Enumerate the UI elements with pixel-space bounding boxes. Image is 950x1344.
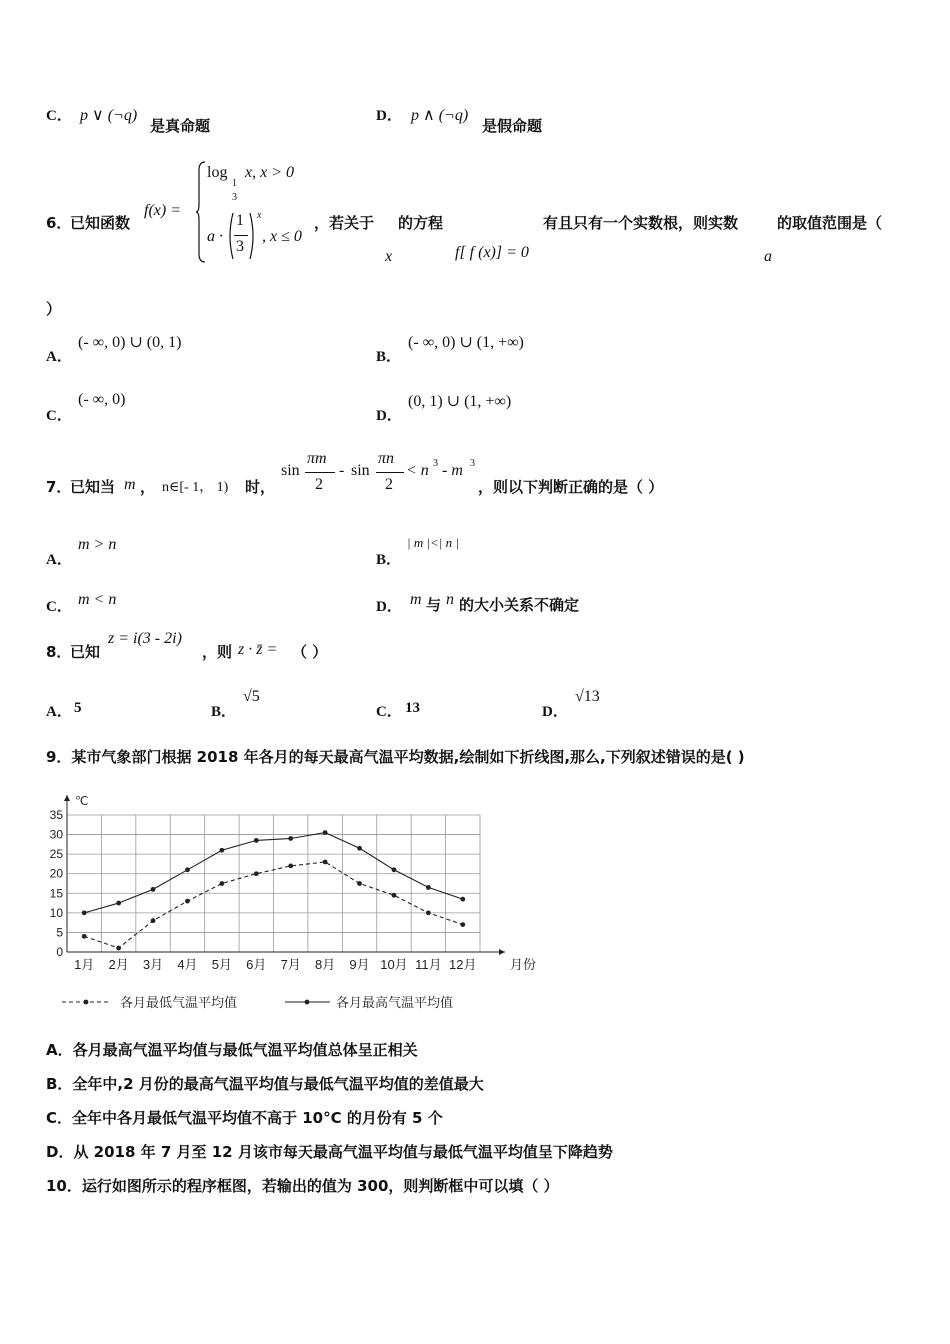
q7-option-d-mid: 与: [426, 596, 442, 614]
x-tick-label: 8月: [315, 957, 336, 972]
q8-option-c-value: 13: [405, 700, 420, 716]
q6-piece1-base: 1: [232, 178, 237, 189]
q6-option-b-math: (- ∞, 0) ∪ (1, +∞): [408, 334, 524, 351]
q6-t2: 的方程: [398, 214, 444, 232]
q7-comma: ，: [140, 478, 156, 496]
q8-option-b[interactable]: B．: [211, 704, 237, 720]
data-point: [219, 848, 224, 853]
q6-option-a-math: (- ∞, 0) ∪ (0, 1): [78, 334, 182, 351]
q6-close: ）: [46, 300, 62, 318]
q7-option-b-math: | m |<| n |: [407, 535, 459, 550]
q6-option-d-math: (0, 1) ∪ (1, +∞): [408, 393, 512, 410]
x-tick-label: 5月: [211, 957, 232, 972]
q6-frac-den: 3: [236, 238, 244, 255]
paren-right-icon: [249, 212, 257, 260]
q7-m: m: [124, 476, 136, 493]
y-tick-label: 20: [49, 866, 63, 881]
q5-option-d-text: 是假命题: [482, 117, 543, 135]
y-tick-label: 35: [49, 808, 63, 822]
q8-expr: z = i(3 - 2i): [108, 630, 182, 647]
fraction-bar: [376, 472, 404, 473]
y-tick-label: 0: [56, 945, 63, 959]
x-tick-label: 11月: [415, 957, 442, 972]
q6-t4: 的取值范围是（: [777, 214, 883, 232]
x-tick-label: 12月: [449, 957, 477, 972]
q7-frac2-den: 2: [385, 476, 393, 493]
q7-frac2-num: πn: [378, 450, 395, 467]
x-tick-label: 2月: [108, 957, 129, 972]
data-point: [288, 863, 293, 868]
q9-option-d[interactable]: D．从 2018 年 7 月至 12 月该市每天最高气温平均值与最低气温平均值呈下降趋势: [46, 1143, 613, 1161]
q8-number: 8．: [46, 643, 72, 661]
data-point: [254, 838, 259, 843]
data-point: [288, 836, 293, 841]
q7-option-d-n: n: [446, 591, 454, 608]
x-tick-label: 1月: [74, 957, 95, 972]
data-point: [151, 887, 156, 892]
option-label: C．: [46, 108, 72, 124]
y-tick-label: 10: [49, 905, 63, 920]
q7-option-b[interactable]: B．: [376, 552, 402, 568]
fraction-bar: [234, 235, 248, 236]
log: log: [207, 164, 228, 181]
q6-var-a: a: [764, 248, 772, 265]
q7-post: ，则以下判断正确的是（ ）: [478, 478, 664, 496]
data-point: [82, 934, 87, 939]
q6-t3: 有且只有一个实数根，则实数: [543, 214, 739, 232]
data-point: [392, 893, 397, 898]
q8-post1: ，则: [202, 643, 233, 661]
q7-option-c-math: m < n: [78, 591, 117, 608]
data-point: [460, 897, 465, 902]
line-chart: [40, 786, 540, 1026]
x-tick-label: 7月: [280, 957, 301, 972]
x-tick-label: 4月: [177, 957, 198, 972]
y-tick-label: 30: [49, 827, 63, 842]
q7-n-range: n∈[- 1， 1): [162, 480, 229, 495]
q6-option-a[interactable]: A．: [46, 349, 72, 365]
data-point: [185, 899, 190, 904]
q7-option-a-math: m > n: [78, 536, 117, 553]
data-point: [426, 910, 431, 915]
piecewise-brace-icon: [195, 160, 207, 264]
data-point: [357, 881, 362, 886]
legend-label-max: 各月最高气温平均值: [336, 995, 454, 1010]
q6-pre: 已知函数: [70, 214, 131, 232]
x-tick-label: 10月: [380, 957, 408, 972]
fraction-bar: [305, 472, 335, 473]
q6-fx: f(x) =: [144, 202, 181, 219]
q6-piece2-rest: , x ≤ 0: [262, 228, 302, 245]
data-point: [323, 830, 328, 835]
q7-pre: 已知当: [70, 478, 116, 496]
y-tick-label: 25: [49, 847, 63, 862]
q8-option-b-value: √5: [243, 688, 260, 705]
data-point: [151, 918, 156, 923]
q6-piece2-a: a ·: [207, 228, 223, 245]
data-point: [219, 881, 224, 886]
q8-pre: 已知: [70, 643, 101, 661]
q6-piece1-rest: x, x > 0: [245, 164, 294, 181]
q6-number: 6．: [46, 214, 72, 232]
q7-option-c[interactable]: C．: [46, 599, 72, 615]
x-axis-arrow-icon: [499, 949, 505, 955]
option-label: D．: [376, 108, 402, 124]
q7-option-d-post: 的大小关系不确定: [459, 596, 580, 614]
q6-piece1: [207, 164, 227, 182]
q8-post2: （ ）: [292, 643, 328, 661]
q6-t1: ，若关于: [314, 214, 375, 232]
q6-piece1-base-den: 3: [232, 192, 237, 203]
q7-frac1-num: πm: [307, 450, 327, 467]
q9-question: 9．某市气象部门根据 2018 年各月的每天最高气温平均数据,绘制如下折线图,那么,下列叙述错误的是( ): [46, 748, 745, 766]
legend-marker-max: [305, 1000, 310, 1005]
y-tick-label: 5: [56, 925, 63, 940]
q9-option-c[interactable]: C．全年中各月最低气温平均值不高于 10°C 的月份有 5 个: [46, 1109, 443, 1127]
q7-sin2: sin: [351, 462, 370, 479]
q7-exp2: 3: [470, 458, 475, 469]
data-point: [392, 867, 397, 872]
q6-option-c-math: (- ∞, 0): [78, 391, 126, 408]
x-axis-label: 月份: [510, 957, 537, 972]
data-point: [254, 871, 259, 876]
q7-rhs: < n: [406, 462, 429, 479]
q5-option-c[interactable]: [46, 104, 72, 125]
q7-frac1-den: 2: [315, 476, 323, 493]
data-point: [185, 867, 190, 872]
x-tick-label: 6月: [246, 957, 267, 972]
data-point: [357, 846, 362, 851]
legend-marker-min: [84, 1000, 89, 1005]
q7-minus: -: [339, 462, 345, 479]
data-point: [82, 910, 87, 915]
q8-option-a-value: 5: [74, 700, 82, 716]
data-point: [323, 860, 328, 865]
q6-exp: x: [257, 210, 262, 221]
q9-option-a[interactable]: A．各月最高气温平均值与最低气温平均值总体呈正相关: [46, 1041, 418, 1059]
q5-option-c-math: p ∨ (¬q): [80, 107, 138, 124]
q8-option-a[interactable]: A．: [46, 704, 72, 720]
q7-option-a[interactable]: A．: [46, 552, 72, 568]
q8-option-d-value: √13: [575, 688, 600, 705]
data-point: [460, 922, 465, 927]
y-tick-label: 15: [49, 886, 63, 901]
q8-option-d[interactable]: D．: [542, 704, 568, 720]
q6-equation: f[ f (x)] = 0: [455, 244, 529, 261]
data-point: [426, 885, 431, 890]
y-axis-arrow-icon: [64, 795, 70, 801]
q7-sin1: sin: [281, 462, 300, 479]
y-axis-label: ℃: [75, 794, 89, 808]
q7-number: 7．: [46, 478, 72, 496]
q7-exp1: 3: [433, 458, 438, 469]
q7-option-d[interactable]: D．: [376, 599, 402, 615]
q8-option-c[interactable]: C．: [376, 704, 402, 720]
paren-left-icon: [226, 212, 234, 260]
x-tick-label: 3月: [142, 957, 164, 972]
q6-option-d[interactable]: D．: [376, 408, 402, 424]
q10-question: 10．运行如图所示的程序框图，若输出的值为 300，则判断框中可以填（ ）: [46, 1177, 559, 1195]
q7-when: 时，: [245, 478, 276, 496]
q6-var-x: x: [385, 248, 393, 265]
q7-option-d-m: m: [410, 591, 422, 608]
q5-option-d-math: p ∧ (¬q): [411, 107, 469, 124]
x-tick-label: 9月: [349, 957, 370, 972]
q7-rhs2: - m: [442, 462, 463, 479]
q8-expr2: z · z̄ =: [238, 641, 278, 658]
q6-frac-num: 1: [236, 212, 244, 229]
legend-label-min: 各月最低气温平均值: [120, 995, 238, 1010]
q5-option-d[interactable]: [376, 104, 402, 125]
q9-option-b[interactable]: B．全年中,2 月份的最高气温平均值与最低气温平均值的差值最大: [46, 1075, 484, 1093]
data-point: [116, 946, 121, 951]
q6-option-b[interactable]: B．: [376, 349, 402, 365]
q6-option-c[interactable]: C．: [46, 408, 72, 424]
q5-option-c-text: 是真命题: [150, 117, 211, 135]
data-point: [116, 901, 121, 906]
